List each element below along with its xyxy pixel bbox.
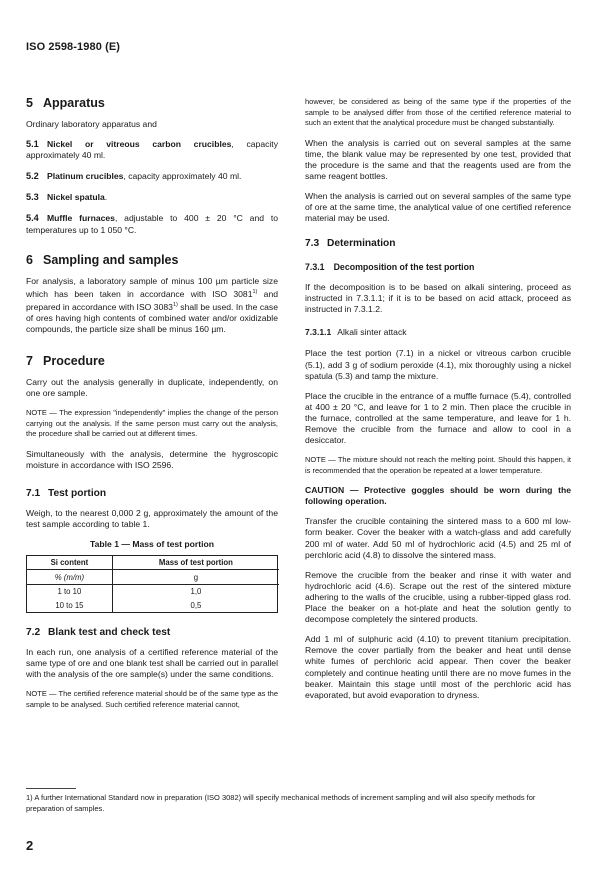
- item-5-4: 5.4 Muffle furnaces, adjustable to 400 ± 20 °C and to temperatures up to 1 050 °C.: [26, 213, 278, 235]
- reference-value-paragraph: When the analysis is carried out on several samples of the same type of ore at the same time, the analytical value of one certified reference material may be used.: [305, 190, 571, 224]
- item-5-1: 5.1 Nickel or vitreous carbon crucibles, capacity approximately 40 ml.: [26, 139, 278, 161]
- alkali-paragraph-4: Remove the crucible from the beaker and rinse it with water and hydrochloric acid (4.6). Scrape out the rest of the sintered mixture adhering to the walls of the crucible, using a rubber-tipped glass rod. Place the beaker on a hot-plate and heat the solution gently to decompose completely the sintered products.: [305, 569, 571, 625]
- item-5-2: 5.2 Platinum crucibles, capacity approximately 40 ml.: [26, 171, 242, 182]
- section-7-3-1-1-heading: 7.3.1.1 Alkali sinter attack: [305, 327, 407, 338]
- table-unit-mass: g: [112, 570, 279, 585]
- section-7-note: NOTE — The expression "independently" implies the change of the person carrying out the analysis. If the same person must carry out the analysis, the procedure shall be carried out at different times.: [26, 408, 278, 439]
- section-7-1-heading: 7.1 Test portion: [26, 487, 107, 499]
- left-column: [26, 96, 278, 710]
- alkali-paragraph-2: Place the crucible in the entrance of a muffle furnace (5.4), controlled at 400 ± 20 °C, and leave for 1 to 2 min. Then place the crucible in the furnace, controlled at the same temperature, and leave for 1 h. Remove the crucible from the furnace and allow to cool in a desiccator.: [305, 390, 571, 446]
- table-row: 1 to 10 1,0: [27, 584, 279, 598]
- table-unit-si: % (m/m): [27, 570, 112, 585]
- alkali-paragraph-3: Transfer the crucible containing the sintered mass to a 600 ml low-form beaker. Cover the beaker with a watch-glass and add carefully 200 ml of water. Add 50 ml of hydrochloric acid (4.5) and 25 ml of perchloric acid (4.8) to dissolve the sintered mass.: [305, 516, 571, 560]
- table-1: [26, 539, 278, 613]
- table-header-si-content: Si content: [27, 556, 112, 570]
- section-7-1-paragraph: Weigh, to the nearest 0,000 2 g, approximately the amount of the test sample according to table 1.: [26, 507, 278, 529]
- section-7-3-1-heading: 7.3.1 Decomposition of the test portion: [305, 262, 475, 273]
- caution-notice: CAUTION — Protective goggles should be worn during the following operation.: [305, 485, 571, 507]
- document-id-header: ISO 2598-1980 (E): [26, 41, 121, 53]
- footnote-divider: [26, 788, 76, 789]
- item-5-3: 5.3 Nickel spatula.: [26, 192, 108, 203]
- alkali-paragraph-5: Add 1 ml of sulphuric acid (4.10) to prevent titanium precipitation. Remove the cover partially from the beaker and heat until dense white fumes of perchloric acid appear. Then cover the beaker completely and continue heating until there are no move fumes in the beaker. Maintain this stage until most of the perchloric acid has evaporated, but avoid evaporation to dryness.: [305, 634, 571, 700]
- section-7-3-1-paragraph: If the decomposition is to be based on alkali sintering, proceed as instructed in 7.3.1.1; if it is to be based on acid attack, proceed as instructed in 7.3.1.2.: [305, 282, 571, 315]
- page-number: 2: [26, 838, 34, 853]
- table-header-mass: Mass of test portion: [112, 556, 279, 570]
- section-6-paragraph: For analysis, a laboratory sample of minus 100 µm particle size which has been taken in accordance with ISO 3081$^{1)}$ and prepared in accordance with ISO 3083$^{1)}$ shall be used. In the case of ores having high contents of combined water and/or oxidizable compounds, the particle size shall be minus 160 µm.: [26, 275, 279, 334]
- table-row: 10 to 15 0,5: [27, 598, 279, 612]
- section-5-heading: 5 Apparatus: [26, 96, 105, 110]
- section-7-3-heading: 7.3 Determination: [305, 238, 396, 250]
- alkali-note: NOTE — The mixture should not reach the melting point. Should this happen, it is recommended that the operation be repeated at a lower temperature.: [305, 455, 571, 475]
- section-7-paragraph-1: Carry out the analysis generally in duplicate, independently, on one ore sample.: [26, 376, 278, 398]
- footnote: 1) A further International Standard now in preparation (ISO 3082) will specify mechanical methods of increment sampling and will also specify methods for preparation of samples.: [26, 793, 536, 813]
- section-7-2-paragraph: In each run, one analysis of a certified reference material of the same type of ore and one blank test shall be carried out in parallel with the analysis of the ore sample(s) under the same conditions.: [26, 646, 278, 680]
- note-continuation: however, be considered as being of the same type if the properties of the sample to be analysed differ from those of the certified reference material to such an extent that the analytical procedure must be changed substantially.: [305, 97, 571, 127]
- right-column: [305, 97, 571, 701]
- blank-value-paragraph: When the analysis is carried out on several samples at the same time, the blank value may be represented by one test, provided that the procedure is the same and that the reagents used are from the same reagent bottles.: [305, 137, 571, 181]
- section-7-2-note: NOTE — The certified reference material should be of the same type as the sample to be analysed. Such certified reference material cannot,: [26, 689, 278, 709]
- section-7-2-heading: 7.2 Blank test and check test: [26, 626, 171, 638]
- section-7-paragraph-2: Simultaneously with the analysis, determine the hygroscopic moisture in accordance with ISO 2596.: [26, 448, 278, 470]
- alkali-paragraph-1: Place the test portion (7.1) in a nickel or vitreous carbon crucible (5.1), add 3 g of sodium peroxide (4.1), mix thoroughly using a nickel spatula (5.3) and tamp the mixture.: [305, 348, 571, 381]
- table-1-title: Table 1 — Mass of test portion: [90, 538, 214, 549]
- section-5-intro: Ordinary laboratory apparatus and: [26, 119, 157, 129]
- section-6-heading: 6 Sampling and samples: [26, 252, 179, 267]
- section-7-heading: 7 Procedure: [26, 353, 105, 368]
